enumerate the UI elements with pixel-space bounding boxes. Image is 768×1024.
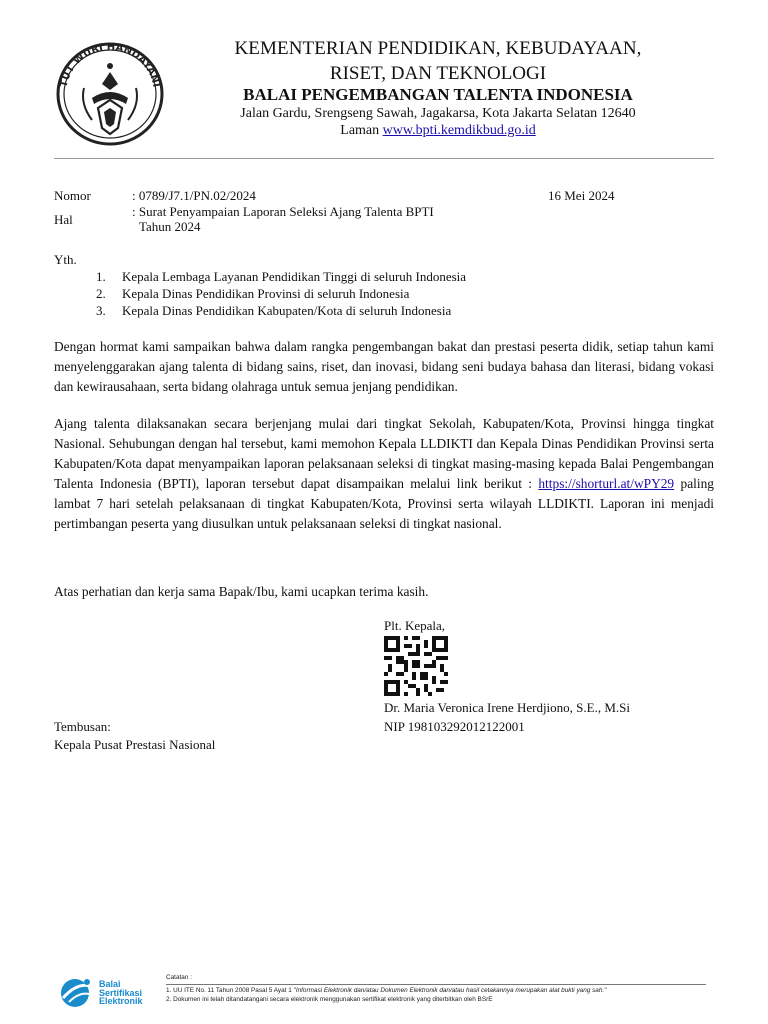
closing-sentence: Atas perhatian dan kerja sama Bapak/Ibu, kami ucapkan terima kasih. xyxy=(54,584,429,599)
bsre-logo-icon xyxy=(57,976,95,1008)
recipient-item xyxy=(96,269,466,286)
bsre-line2: Sertifikasi xyxy=(99,987,143,998)
header-divider xyxy=(54,158,714,159)
hal-value-line2: Tahun 2024 xyxy=(139,219,201,234)
note1-prefix: 1. UU ITE No. 11 Tahun 2008 Pasal 5 Ayat 1 xyxy=(166,987,292,994)
note1-quote: "Informasi Elektronik dan/atau Dokumen Elektronik dan/atau hasil cetakannya merupakan alat bukti yang sah." xyxy=(293,987,607,994)
recipient-item xyxy=(96,303,466,320)
ministry-name-line2: RISET, DAN TEKNOLOGI xyxy=(329,63,547,84)
tut-wuri-handayani-logo xyxy=(52,38,168,150)
footer-note-2: 2. Dokumen ini telah ditandatangani secara elektronik menggunakan sertifikat elektronik yang diterbitkan oleh BSrE xyxy=(166,996,493,1003)
bsre-line1: Balai xyxy=(99,979,121,989)
paragraph2-text-before: Ajang talenta dilaksanakan secara berjenjang mulai dari tingkat Sekolah, Kabupaten/Kota, Provinsi hingga tingkat Nasional. Sehubungan dengan hal tersebut, kami memohon Kepala LLDIKTI dan Kepala Dinas Pendidikan Provinsi serta Kabupaten/Kota dapat menyampaikan laporan pelaksanaan seleksi di tingkat masing-masing kepada Balai Pengembangan Talenta Indonesia (BPTI), laporan tersebut dapat disampaikan melalui link berikut : xyxy=(54,416,714,491)
bsre-logo-text xyxy=(99,980,143,1006)
recipient-text: Kepala Lembaga Layanan Pendidikan Tinggi di seluruh Indonesia xyxy=(122,269,467,284)
notes-title: Catatan : xyxy=(166,974,192,981)
website-link[interactable]: www.bpti.kemdikbud.go.id xyxy=(382,123,536,138)
recipient-number: 1. xyxy=(96,269,106,284)
logo-motto: TUT WURI HANDAYANI xyxy=(58,41,162,89)
body-paragraph-1: Dengan hormat kami sampaikan bahwa dalam rangka pengembangan bakat dan prestasi peserta didik, setiap tahun kami menyelenggarakan ajang talenta di bidang sains, riset, dan inovasi, bidang seni budaya bahasa dan literasi, bidang vokasi dan kewirausahaan, serta bidang olahraga untuk semua jenjang pendidikan. xyxy=(54,339,714,394)
signatory-title: Plt. Kepala, xyxy=(384,618,446,633)
paragraph2-text-after: paling lambat 7 hari setelah pelaksanaan di tingkat Kabupaten/Kota, Provinsi serta wilayah LLDIKTI. Laporan ini menjadi pertimbangan peserta yang diusulkan untuk pelaksanaan seleksi di tingkat nasional. xyxy=(54,476,714,531)
recipient-item xyxy=(96,286,466,303)
hal-value-line1: : Surat Penyampaian Laporan Seleksi Ajang Talenta BPTI xyxy=(132,204,434,219)
bsre-line3: Elektronik xyxy=(99,996,143,1006)
nomor-label: Nomor xyxy=(54,188,91,203)
institute-website xyxy=(183,123,693,139)
recipient-text: Kepala Dinas Pendidikan Provinsi di seluruh Indonesia xyxy=(122,286,410,301)
letter-date: 16 Mei 2024 xyxy=(548,188,615,203)
hal-label: Hal xyxy=(54,212,73,227)
recipient-number: 3. xyxy=(96,303,106,318)
ministry-name-line1: KEMENTERIAN PENDIDIKAN, KEBUDAYAAN, xyxy=(234,38,642,59)
recipient-list xyxy=(96,269,466,320)
website-prefix: Laman xyxy=(340,123,380,138)
cc-item: Kepala Pusat Prestasi Nasional xyxy=(54,737,216,752)
recipient-text: Kepala Dinas Pendidikan Kabupaten/Kota di seluruh Indonesia xyxy=(122,303,452,318)
signatory-nip: NIP 198103292012122001 xyxy=(384,719,525,734)
footer-note-1 xyxy=(166,987,726,994)
footer-divider xyxy=(166,984,706,985)
signatory-name: Dr. Maria Veronica Irene Herdjiono, S.E., M.Si xyxy=(384,700,630,715)
recipient-number: 2. xyxy=(96,286,106,301)
body-paragraph-2 xyxy=(54,414,714,534)
salutation: Yth. xyxy=(54,252,77,267)
institute-name: BALAI PENGEMBANGAN TALENTA INDONESIA xyxy=(243,85,633,104)
cc-label: Tembusan: xyxy=(54,719,111,734)
report-submission-link[interactable]: https://shorturl.at/wPY29 xyxy=(538,476,675,491)
institute-address: Jalan Gardu, Srengseng Sawah, Jagakarsa, Kota Jakarta Selatan 12640 xyxy=(240,106,636,121)
qr-code-icon xyxy=(384,636,448,696)
nomor-value: : 0789/J7.1/PN.02/2024 xyxy=(132,188,256,203)
